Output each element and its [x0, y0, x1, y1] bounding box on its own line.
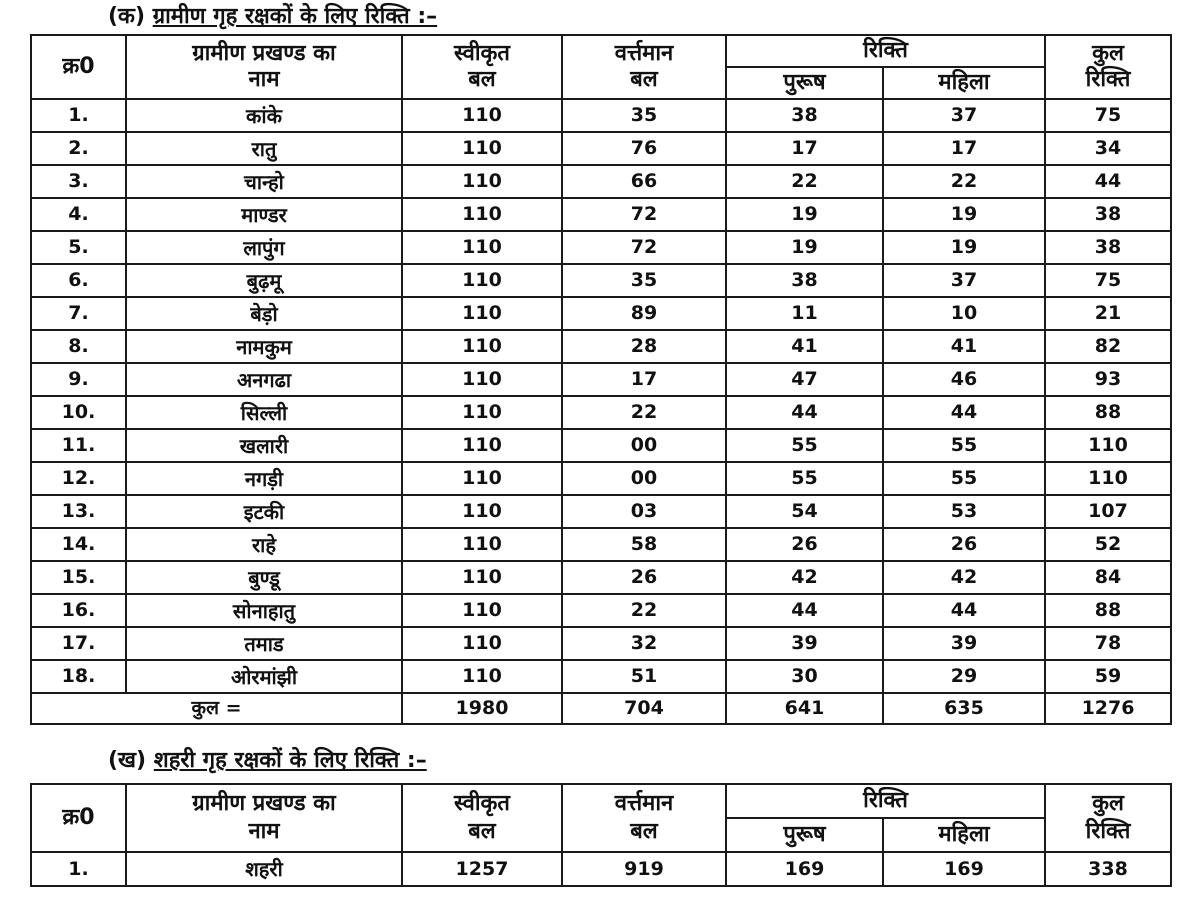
- header-female: महिला: [883, 818, 1045, 852]
- row-sno: 16.: [31, 594, 126, 627]
- header-block-name-line2: नाम: [248, 819, 280, 844]
- row-female: 26: [883, 528, 1045, 561]
- section-a-title: ग्रामीण गृह रक्षकों के लिए रिक्ति :–: [152, 4, 438, 29]
- row-sanctioned: 110: [402, 330, 562, 363]
- header-block-name: [126, 35, 402, 99]
- row-total: 93: [1045, 363, 1171, 396]
- row-male: 42: [726, 561, 883, 594]
- row-sanctioned: 110: [402, 561, 562, 594]
- row-current: 35: [562, 99, 726, 132]
- table-row: [31, 198, 1171, 231]
- header-sanctioned: [402, 35, 562, 99]
- row-sno: 12.: [31, 462, 126, 495]
- row-male: 17: [726, 132, 883, 165]
- totals-male: 641: [726, 693, 883, 724]
- row-sno: 1.: [31, 99, 126, 132]
- row-male: 39: [726, 627, 883, 660]
- header-block-name-line1: ग्रामीण प्रखण्ड का: [192, 791, 336, 816]
- row-female: 17: [883, 132, 1045, 165]
- section-b-heading: [108, 744, 427, 774]
- row-block-name: राहे: [126, 528, 402, 561]
- row-current: 22: [562, 396, 726, 429]
- row-sno: 6.: [31, 264, 126, 297]
- row-current: 72: [562, 231, 726, 264]
- row-total: 88: [1045, 594, 1171, 627]
- row-block-name: शहरी: [126, 852, 402, 886]
- table-row: [31, 231, 1171, 264]
- row-sanctioned: 110: [402, 165, 562, 198]
- header-sanctioned-line1: स्वीकृत: [454, 791, 510, 816]
- header-sanctioned: [402, 784, 562, 852]
- totals-female: 635: [883, 693, 1045, 724]
- row-total: 21: [1045, 297, 1171, 330]
- row-male: 44: [726, 594, 883, 627]
- row-sanctioned: 1257: [402, 852, 562, 886]
- row-female: 19: [883, 231, 1045, 264]
- row-male: 55: [726, 462, 883, 495]
- row-sno: 4.: [31, 198, 126, 231]
- header-block-name-line2: नाम: [248, 67, 280, 92]
- row-block-name: बेड़ो: [126, 297, 402, 330]
- header-total-line2: रिक्ति: [1085, 819, 1131, 844]
- row-sanctioned: 110: [402, 627, 562, 660]
- row-male: 19: [726, 231, 883, 264]
- section-b-title: शहरी गृह रक्षकों के लिए रिक्ति :–: [153, 748, 427, 773]
- row-female: 169: [883, 852, 1045, 886]
- row-block-name: चान्हो: [126, 165, 402, 198]
- row-male: 30: [726, 660, 883, 693]
- row-current: 51: [562, 660, 726, 693]
- row-block-name: नामकुम: [126, 330, 402, 363]
- row-total: 34: [1045, 132, 1171, 165]
- row-total: 107: [1045, 495, 1171, 528]
- row-total: 52: [1045, 528, 1171, 561]
- row-male: 11: [726, 297, 883, 330]
- row-current: 26: [562, 561, 726, 594]
- row-sanctioned: 110: [402, 264, 562, 297]
- row-sanctioned: 110: [402, 594, 562, 627]
- row-current: 00: [562, 429, 726, 462]
- row-block-name: ओरमांझी: [126, 660, 402, 693]
- row-sanctioned: 110: [402, 495, 562, 528]
- row-total: 44: [1045, 165, 1171, 198]
- table-row: [31, 297, 1171, 330]
- header-sno: क्र0: [31, 784, 126, 852]
- header-total: [1045, 35, 1171, 99]
- header-sanctioned-line1: स्वीकृत: [454, 41, 510, 66]
- row-total: 38: [1045, 198, 1171, 231]
- row-sanctioned: 110: [402, 132, 562, 165]
- row-male: 169: [726, 852, 883, 886]
- row-sno: 11.: [31, 429, 126, 462]
- header-current-line1: वर्त्तमान: [614, 791, 674, 816]
- table-row: [31, 132, 1171, 165]
- header-male: पुरूष: [726, 67, 883, 99]
- row-total: 75: [1045, 99, 1171, 132]
- header-total-line1: कुल: [1092, 791, 1124, 816]
- table-row: [31, 264, 1171, 297]
- row-total: 82: [1045, 330, 1171, 363]
- row-male: 38: [726, 99, 883, 132]
- row-female: 46: [883, 363, 1045, 396]
- totals-label: कुल =: [31, 693, 402, 724]
- header-current: [562, 35, 726, 99]
- section-a-heading: [108, 0, 437, 30]
- row-female: 53: [883, 495, 1045, 528]
- row-total: 75: [1045, 264, 1171, 297]
- row-current: 89: [562, 297, 726, 330]
- table-row: [31, 330, 1171, 363]
- row-male: 19: [726, 198, 883, 231]
- header-total-line1: कुल: [1092, 41, 1124, 66]
- row-current: 32: [562, 627, 726, 660]
- row-female: 22: [883, 165, 1045, 198]
- row-male: 44: [726, 396, 883, 429]
- row-sanctioned: 110: [402, 429, 562, 462]
- row-block-name: रातु: [126, 132, 402, 165]
- row-block-name: नगड़ी: [126, 462, 402, 495]
- row-block-name: खलारी: [126, 429, 402, 462]
- header-vacancy: रिक्ति: [726, 784, 1045, 818]
- totals-total: 1276: [1045, 693, 1171, 724]
- header-sanctioned-line2: बल: [468, 819, 496, 844]
- table-row: [31, 429, 1171, 462]
- row-male: 47: [726, 363, 883, 396]
- row-total: 59: [1045, 660, 1171, 693]
- row-sanctioned: 110: [402, 396, 562, 429]
- table-row: [31, 660, 1171, 693]
- row-block-name: बुण्डू: [126, 561, 402, 594]
- section-b-prefix: (ख): [108, 748, 147, 773]
- row-female: 37: [883, 99, 1045, 132]
- row-male: 38: [726, 264, 883, 297]
- row-block-name: माण्डर: [126, 198, 402, 231]
- row-current: 66: [562, 165, 726, 198]
- header-current-line1: वर्त्तमान: [614, 41, 674, 66]
- header-current-line2: बल: [630, 67, 658, 92]
- row-current: 76: [562, 132, 726, 165]
- row-male: 26: [726, 528, 883, 561]
- header-total: [1045, 784, 1171, 852]
- row-sno: 7.: [31, 297, 126, 330]
- row-sno: 17.: [31, 627, 126, 660]
- header-female: महिला: [883, 67, 1045, 99]
- row-block-name: इटकी: [126, 495, 402, 528]
- row-sanctioned: 110: [402, 297, 562, 330]
- table-row: [31, 594, 1171, 627]
- row-current: 58: [562, 528, 726, 561]
- table-row: [31, 495, 1171, 528]
- row-block-name: तमाड: [126, 627, 402, 660]
- row-sno: 3.: [31, 165, 126, 198]
- section-a-prefix: (क): [108, 4, 146, 29]
- row-female: 10: [883, 297, 1045, 330]
- row-block-name: सोनाहातु: [126, 594, 402, 627]
- row-total: 110: [1045, 462, 1171, 495]
- totals-current: 704: [562, 693, 726, 724]
- totals-sanctioned: 1980: [402, 693, 562, 724]
- urban-vacancy-table: [30, 783, 1172, 887]
- row-total: 88: [1045, 396, 1171, 429]
- table-row: [31, 528, 1171, 561]
- row-block-name: अनगढा: [126, 363, 402, 396]
- row-sno: 8.: [31, 330, 126, 363]
- header-block-name-line1: ग्रामीण प्रखण्ड का: [192, 41, 336, 66]
- row-sno: 9.: [31, 363, 126, 396]
- table-row: [31, 852, 1171, 886]
- table-row: [31, 363, 1171, 396]
- row-total: 38: [1045, 231, 1171, 264]
- row-total: 84: [1045, 561, 1171, 594]
- row-female: 44: [883, 594, 1045, 627]
- row-current: 72: [562, 198, 726, 231]
- row-sanctioned: 110: [402, 528, 562, 561]
- row-female: 55: [883, 429, 1045, 462]
- row-male: 55: [726, 429, 883, 462]
- header-sanctioned-line2: बल: [468, 67, 496, 92]
- row-female: 37: [883, 264, 1045, 297]
- table-row: [31, 396, 1171, 429]
- row-total: 78: [1045, 627, 1171, 660]
- row-sanctioned: 110: [402, 231, 562, 264]
- header-current-line2: बल: [630, 819, 658, 844]
- header-block-name: [126, 784, 402, 852]
- row-sno: 2.: [31, 132, 126, 165]
- table-row: [31, 561, 1171, 594]
- row-current: 17: [562, 363, 726, 396]
- row-sno: 14.: [31, 528, 126, 561]
- row-female: 55: [883, 462, 1045, 495]
- row-female: 39: [883, 627, 1045, 660]
- row-sanctioned: 110: [402, 462, 562, 495]
- header-vacancy: रिक्ति: [726, 35, 1045, 67]
- row-male: 54: [726, 495, 883, 528]
- header-current: [562, 784, 726, 852]
- row-current: 03: [562, 495, 726, 528]
- row-sanctioned: 110: [402, 660, 562, 693]
- row-sanctioned: 110: [402, 363, 562, 396]
- header-sno: क्र0: [31, 35, 126, 99]
- row-female: 19: [883, 198, 1045, 231]
- row-total: 338: [1045, 852, 1171, 886]
- row-female: 41: [883, 330, 1045, 363]
- row-sno: 5.: [31, 231, 126, 264]
- row-female: 44: [883, 396, 1045, 429]
- row-male: 41: [726, 330, 883, 363]
- row-block-name: कांके: [126, 99, 402, 132]
- row-total: 110: [1045, 429, 1171, 462]
- table-row: [31, 99, 1171, 132]
- table-row: [31, 627, 1171, 660]
- row-sno: 18.: [31, 660, 126, 693]
- row-current: 35: [562, 264, 726, 297]
- row-sno: 10.: [31, 396, 126, 429]
- row-sno: 15.: [31, 561, 126, 594]
- row-male: 22: [726, 165, 883, 198]
- row-block-name: लापुंग: [126, 231, 402, 264]
- row-female: 29: [883, 660, 1045, 693]
- row-current: 00: [562, 462, 726, 495]
- table-row: [31, 462, 1171, 495]
- header-total-line2: रिक्ति: [1085, 67, 1131, 92]
- row-sanctioned: 110: [402, 198, 562, 231]
- row-sanctioned: 110: [402, 99, 562, 132]
- row-block-name: बुढ़मू: [126, 264, 402, 297]
- row-block-name: सिल्ली: [126, 396, 402, 429]
- row-sno: 13.: [31, 495, 126, 528]
- header-male: पुरूष: [726, 818, 883, 852]
- row-current: 22: [562, 594, 726, 627]
- table-row: [31, 165, 1171, 198]
- row-female: 42: [883, 561, 1045, 594]
- row-sno: 1.: [31, 852, 126, 886]
- rural-vacancy-table: [30, 34, 1172, 725]
- row-current: 28: [562, 330, 726, 363]
- row-current: 919: [562, 852, 726, 886]
